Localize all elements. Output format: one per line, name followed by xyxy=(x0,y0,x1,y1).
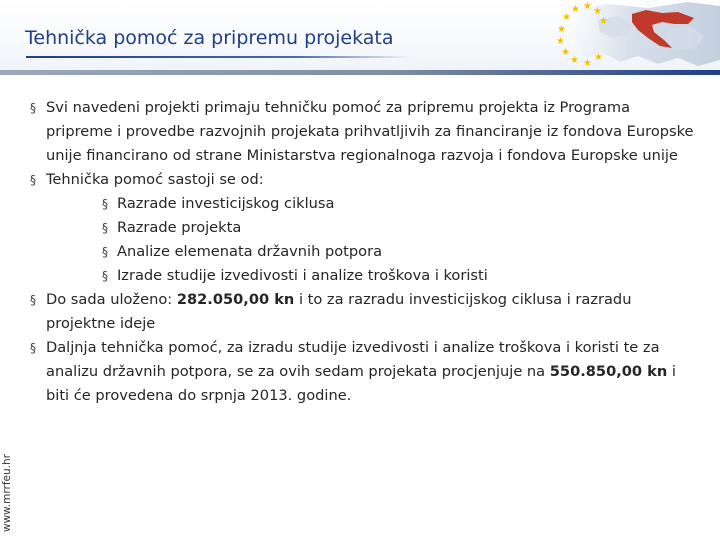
bullet-item xyxy=(30,96,700,168)
bullet-marker: § xyxy=(102,221,108,235)
svg-text:★: ★ xyxy=(583,1,592,12)
side-url: www.mrrfeu.hr xyxy=(1,454,13,532)
svg-text:★: ★ xyxy=(594,52,603,63)
svg-text:★: ★ xyxy=(593,6,602,17)
bullet-item xyxy=(30,336,700,408)
slide-content xyxy=(30,96,700,408)
header-stripe xyxy=(0,70,720,75)
sub-bullet-item xyxy=(30,264,700,288)
bullet-text-before: Do sada uloženo: xyxy=(46,291,177,308)
bullet-marker: § xyxy=(30,173,36,187)
slide-header xyxy=(0,0,720,75)
sub-bullet-text: Izrade studije izvedivosti i analize troškova i koristi xyxy=(117,267,488,284)
svg-text:★: ★ xyxy=(571,4,580,15)
bullet-marker: § xyxy=(102,269,108,283)
svg-text:★: ★ xyxy=(599,16,608,27)
bullet-marker: § xyxy=(102,245,108,259)
eu-croatia-emblem xyxy=(528,0,720,72)
title-underline xyxy=(26,56,411,58)
svg-text:★: ★ xyxy=(557,24,566,35)
invested-amount: 282.050,00 kn xyxy=(176,291,295,308)
bullet-text-after: i to za razradu investicijskog ciklusa i razradu projektne ideje xyxy=(46,291,632,332)
svg-text:★: ★ xyxy=(570,55,579,66)
svg-text:★: ★ xyxy=(561,47,570,58)
bullet-text: Svi navedeni projekti primaju tehničku pomoć za pripremu projekta iz Programa pripreme i provedbe razvojnih projekata prihvatljivih za financiranje iz fondova Europske unije financirano od strane Ministarstva regionalnoga razvoja i fondova Europske unije xyxy=(46,99,694,164)
bullet-marker: § xyxy=(30,101,36,115)
bullet-text-after: i biti će provedena do srpnja 2013. godine. xyxy=(46,363,676,404)
bullet-text: Tehnička pomoć sastoji se od: xyxy=(46,171,264,188)
sub-bullet-item xyxy=(30,216,700,240)
svg-text:★: ★ xyxy=(556,36,565,47)
sub-bullet-text: Razrade investicijskog ciklusa xyxy=(117,195,335,212)
estimated-amount: 550.850,00 kn xyxy=(549,363,668,380)
sub-bullet-text: Analize elemenata državnih potpora xyxy=(117,243,383,260)
svg-text:★: ★ xyxy=(583,58,592,69)
bullet-item xyxy=(30,168,700,192)
svg-text:★: ★ xyxy=(562,12,571,23)
bullet-text-before: Daljnja tehnička pomoć, za izradu studije izvedivosti i analize troškova i koristi te za analizu državnih potpora, se za ovih sedam projekata procjenjuje na xyxy=(46,339,660,380)
bullet-marker: § xyxy=(30,341,36,355)
slide-title: Tehnička pomoć za pripremu projekata xyxy=(25,27,394,49)
sub-bullet-item xyxy=(30,192,700,216)
sub-bullet-text: Razrade projekta xyxy=(117,219,242,236)
sub-bullet-item xyxy=(30,240,700,264)
bullet-item xyxy=(30,288,700,336)
bullet-marker: § xyxy=(30,293,36,307)
bullet-marker: § xyxy=(102,197,108,211)
